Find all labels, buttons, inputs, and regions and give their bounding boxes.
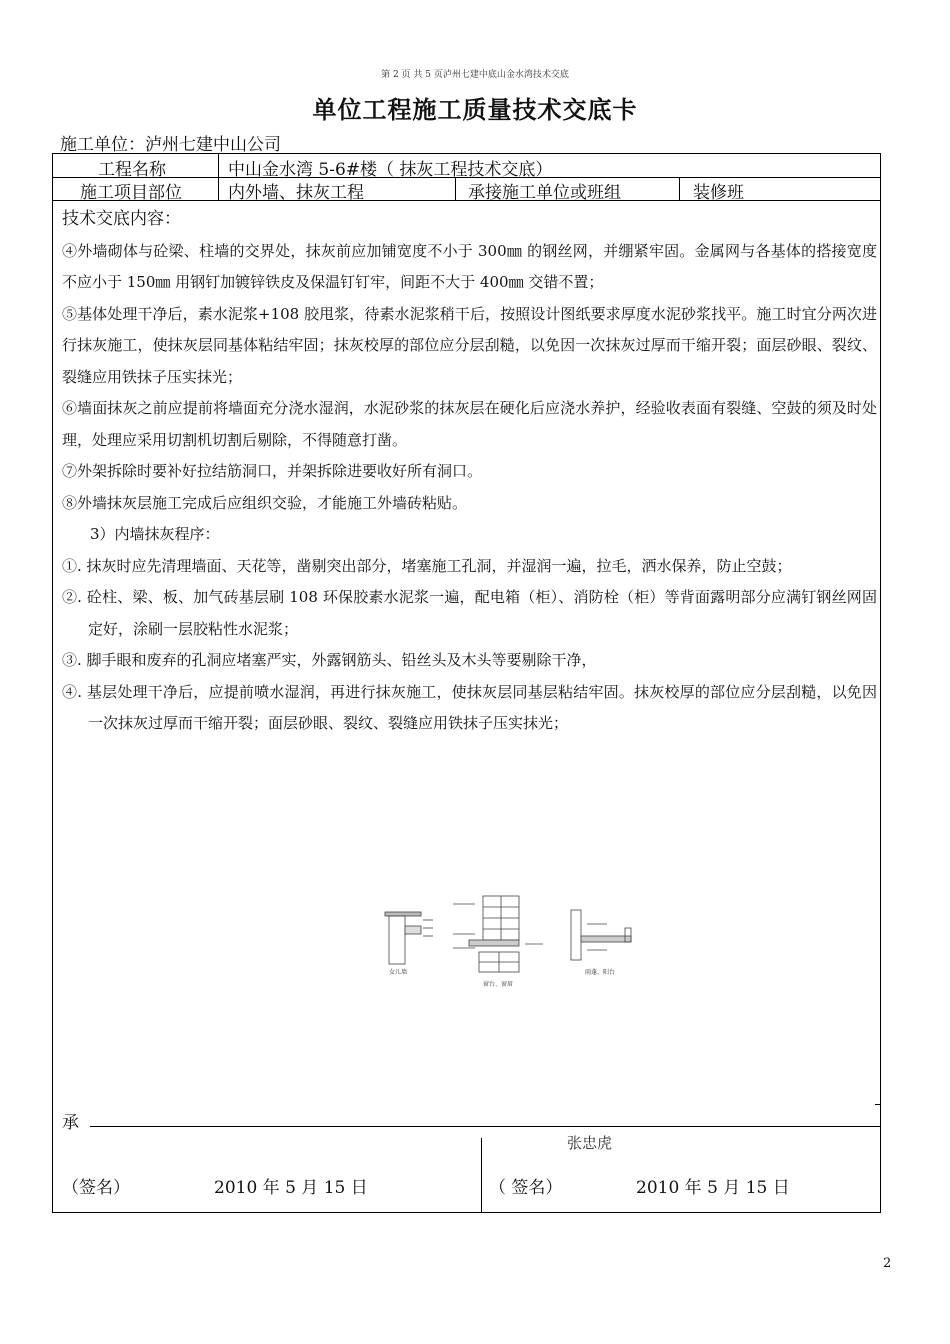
signer-name: 张忠虎 xyxy=(567,1134,613,1152)
parapet-diagram xyxy=(385,912,433,964)
project-name-value: 中山金水湾 5-6#楼（ 抹灰工程技术交底） xyxy=(228,160,553,180)
paragraph-8: ⑧外墙抹灰层施工完成后应组织交验，才能施工外墙砖粘贴。 xyxy=(62,493,468,512)
location-label: 施工项目部位 xyxy=(80,183,182,203)
receiver-label-fragment: 承 xyxy=(62,1113,79,1133)
page-number: 2 xyxy=(883,1256,892,1271)
section-title: 3）内墙抹灰程序： xyxy=(90,525,220,543)
paragraph-5: ⑤基体处理干净后，素水泥浆+108 胶甩浆，待素水泥浆稍干后，按照设计图纸要求厚度水泥砂浆找平。施工时宜分两次进行抹灰施工，使抹灰层同基体粘结牢固；抹灰校厚的部位应分层刮糙，以免因一次抹灰过厚而干缩开裂；面层砂眼、裂纹、裂缝应用铁抹子压实抹光； xyxy=(62,304,877,386)
construction-unit: 施工单位：泸州七建中山公司 xyxy=(60,135,281,155)
step-2: ②. 砼柱、梁、板、加气砖基层刷 108 环保胶素水泥浆一遍，配电箱（柜）、消防栓（柜）等背面露明部分应满钉钢丝网固定好，涂刷一层胶粘性水泥浆； xyxy=(62,588,877,638)
step-1: ①. 抹灰时应先清理墙面、天花等，凿剔突出部分，堵塞施工孔洞，并湿润一遍，拉毛，洒水保养，防止空鼓； xyxy=(62,556,792,575)
right-sign-label: （ 签名） xyxy=(489,1178,563,1198)
page-header-note: 第 2 页 共 5 页泸州七建中底山金水湾技术交底 xyxy=(381,70,569,80)
document-title: 单位工程施工质量技术交底卡 xyxy=(312,95,638,124)
right-date: 2010 年 5 月 15 日 xyxy=(636,1178,790,1198)
step-3: ③. 脚手眼和废弃的孔洞应堵塞严实，外露钢筋头、铅丝头及木头等要剔除干净， xyxy=(62,651,597,669)
plaster-detail-diagrams xyxy=(375,890,645,990)
canopy-diagram xyxy=(571,910,631,960)
content-heading: 技术交底内容： xyxy=(62,209,181,229)
diagram-label-canopy: 雨蓬、阳台 xyxy=(585,969,616,976)
paragraph-6: ⑥墙面抹灰之前应提前将墙面充分浇水湿润，水泥砂浆的抹灰层在硬化后应浇水养护，经验收表面有裂缝、空鼓的须及时处理，处理应采用切割机切割后剔除，不得随意打凿。 xyxy=(62,399,877,449)
technical-content xyxy=(62,204,877,740)
contractor-value: 装修班 xyxy=(693,183,744,203)
location-value: 内外墙、抹灰工程 xyxy=(228,183,364,203)
paragraph-4: ④外墙砌体与砼梁、柱墙的交界处，抹灰前应加铺宽度不小于 300㎜ 的钢丝网，并绷紧牢固。金属网与各基体的搭接宽度不应小于 150㎜ 用钢钉加镀锌铁皮及保温钉钉牢，间距不大于 400㎜ 交错不置； xyxy=(62,241,877,291)
left-sign-label: （签名） xyxy=(62,1178,130,1198)
contractor-label: 承接施工单位或班组 xyxy=(468,183,621,203)
window-sill-diagram xyxy=(453,896,543,972)
diagram-label-window: 窗台、窗眉 xyxy=(483,981,514,988)
paragraph-7: ⑦外架拆除时要补好拉结筋洞口，并架拆除进要收好所有洞口。 xyxy=(62,462,483,480)
diagram-label-parapet: 女儿墙 xyxy=(389,969,408,976)
left-date: 2010 年 5 月 15 日 xyxy=(214,1178,368,1198)
project-name-label: 工程名称 xyxy=(98,160,166,180)
step-4: ④. 基层处理干净后，应提前喷水湿润，再进行抹灰施工，使抹灰层同基层粘结牢固。抹灰校厚的部位应分层刮糙，以免因一次抹灰过厚而干缩开裂；面层砂眼、裂纹、裂缝应用铁抹子压实抹光； xyxy=(62,682,877,732)
